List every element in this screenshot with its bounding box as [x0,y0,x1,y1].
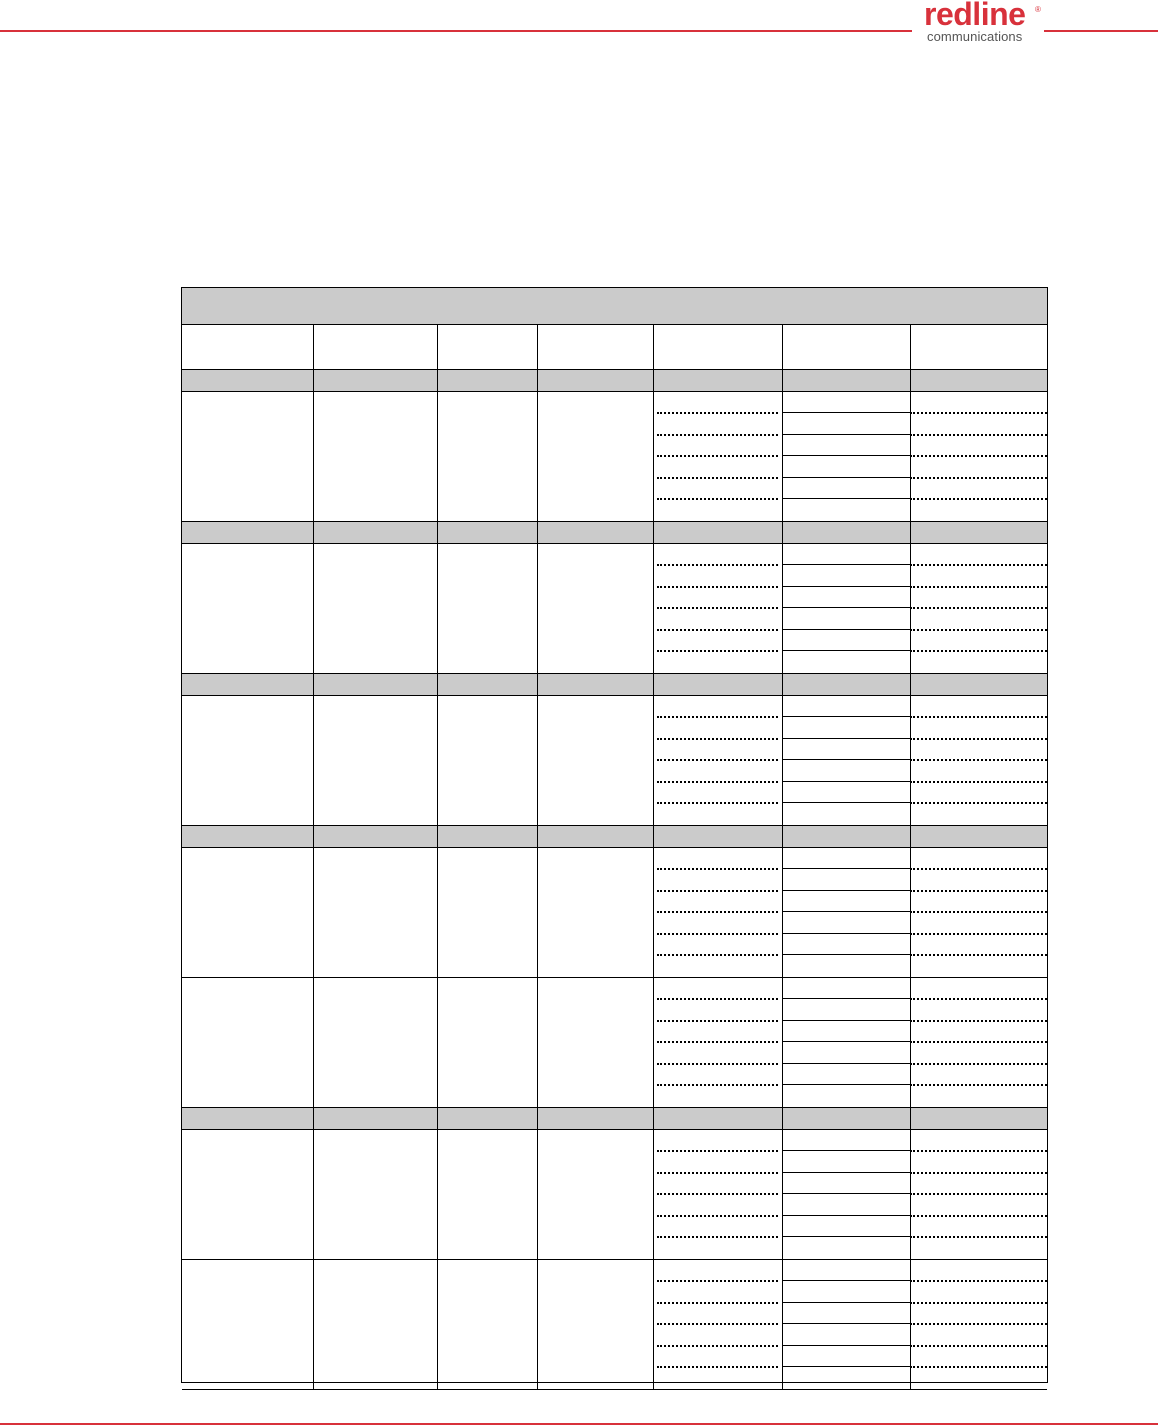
table-subrow-dotted-line [910,629,1047,631]
table-column-divider [537,325,538,1390]
logo-subtitle: communications [927,29,1023,44]
header-rule-right [1044,30,1158,32]
table-subrow-dotted-line [657,1020,778,1022]
table-subrow-dotted-line [910,412,1047,414]
table-group-divider [182,1259,1047,1260]
table-subrow-dotted-line [657,1345,778,1347]
table-subrow-line [782,890,910,891]
table-subrow-dotted-line [910,564,1047,566]
table-subrow-dotted-line [657,629,778,631]
table-title-bar [182,288,1047,325]
table-subrow-dotted-line [910,1020,1047,1022]
table-subrow-line [782,1150,910,1151]
table-subrow-dotted-line [910,911,1047,913]
table-subrow-dotted-line [910,781,1047,783]
header-rule-left [0,30,912,32]
table-subrow-dotted-line [910,1150,1047,1152]
table-subrow-dotted-line [910,1236,1047,1238]
table-subrow-dotted-line [910,1323,1047,1325]
table-column-divider [313,325,314,1390]
table-subrow-dotted-line [910,586,1047,588]
table-subrow-dotted-line [910,868,1047,870]
table-subrow-line [782,759,910,760]
table-subrow-dotted-line [910,1215,1047,1217]
table-subrow-line [782,933,910,934]
table-subrow-dotted-line [657,477,778,479]
table-column-divider [782,325,783,1390]
table-subrow-dotted-line [657,1172,778,1174]
table-section-band [182,370,1047,392]
table-subrow-dotted-line [910,1084,1047,1086]
table-subrow-line [782,1345,910,1346]
table-subrow-dotted-line [910,802,1047,804]
table-subrow-dotted-line [657,1041,778,1043]
table-subrow-dotted-line [910,1172,1047,1174]
table-subrow-dotted-line [657,890,778,892]
table-section-band [182,522,1047,544]
table-subrow-line [782,455,910,456]
table-subrow-line [782,1193,910,1194]
table-subrow-line [782,434,910,435]
table-subrow-line [782,1084,910,1085]
table-group-divider [182,977,1047,978]
table-subrow-dotted-line [910,1193,1047,1195]
table-subrow-dotted-line [657,781,778,783]
table-subrow-dotted-line [657,434,778,436]
table-subrow-line [782,1172,910,1173]
table-subrow-dotted-line [657,868,778,870]
table-subrow-dotted-line [657,412,778,414]
table-subrow-dotted-line [910,933,1047,935]
table-subrow-line [782,564,910,565]
table-subrow-line [782,1280,910,1281]
table-subrow-dotted-line [657,998,778,1000]
table-subrow-line [782,716,910,717]
table-column-divider [437,325,438,1390]
table-section-band [182,826,1047,848]
table-subrow-dotted-line [657,802,778,804]
table-subrow-dotted-line [910,1366,1047,1368]
table-group-divider [182,1107,1047,1108]
table-subrow-dotted-line [910,650,1047,652]
table-subrow-dotted-line [910,1345,1047,1347]
table-section-band [182,1108,1047,1130]
table-subrow-dotted-line [657,1150,778,1152]
table-group-divider [182,673,1047,674]
table-header-row [182,325,1047,370]
table-subrow-line [782,738,910,739]
table-subrow-line [782,954,910,955]
table-subrow-dotted-line [910,738,1047,740]
table-subrow-dotted-line [657,564,778,566]
table-group-divider [182,1389,1047,1390]
table-subrow-dotted-line [910,1041,1047,1043]
table-subrow-dotted-line [910,1063,1047,1065]
specification-table [181,287,1048,1383]
table-subrow-line [782,477,910,478]
table-subrow-dotted-line [657,455,778,457]
table-subrow-dotted-line [657,498,778,500]
table-subrow-dotted-line [657,1215,778,1217]
table-subrow-dotted-line [910,498,1047,500]
table-subrow-dotted-line [657,1063,778,1065]
table-subrow-dotted-line [657,911,778,913]
table-subrow-line [782,1020,910,1021]
table-subrow-line [782,998,910,999]
table-subrow-line [782,802,910,803]
table-subrow-line [782,498,910,499]
table-subrow-dotted-line [657,586,778,588]
table-subrow-line [782,412,910,413]
table-subrow-dotted-line [910,1302,1047,1304]
logo-wordmark: redline [924,0,1026,32]
table-subrow-dotted-line [657,1323,778,1325]
logo-registered-mark: ® [1035,5,1041,14]
table-column-divider [653,325,654,1390]
table-subrow-dotted-line [657,1302,778,1304]
table-subrow-dotted-line [657,650,778,652]
table-subrow-dotted-line [657,1084,778,1086]
table-group-divider [182,825,1047,826]
table-group-divider [182,521,1047,522]
table-subrow-dotted-line [657,716,778,718]
table-subrow-dotted-line [910,759,1047,761]
table-subrow-line [782,1366,910,1367]
table-subrow-line [782,1215,910,1216]
table-subrow-line [782,781,910,782]
table-subrow-dotted-line [657,933,778,935]
table-subrow-line [782,650,910,651]
table-subrow-dotted-line [910,716,1047,718]
table-subrow-dotted-line [657,1193,778,1195]
table-subrow-dotted-line [910,607,1047,609]
table-subrow-dotted-line [910,1280,1047,1282]
table-subrow-line [782,1041,910,1042]
footer-rule [0,1423,1158,1425]
redline-logo [920,0,1044,48]
table-subrow-dotted-line [657,1280,778,1282]
table-subrow-line [782,586,910,587]
table-subrow-dotted-line [657,1366,778,1368]
table-subrow-line [782,868,910,869]
table-subrow-dotted-line [910,477,1047,479]
table-subrow-line [782,911,910,912]
table-subrow-dotted-line [910,434,1047,436]
table-subrow-dotted-line [910,890,1047,892]
table-subrow-line [782,1323,910,1324]
table-subrow-dotted-line [657,759,778,761]
table-subrow-dotted-line [657,738,778,740]
table-column-divider [910,325,911,1390]
table-subrow-line [782,1236,910,1237]
table-subrow-dotted-line [657,607,778,609]
table-subrow-dotted-line [910,998,1047,1000]
table-subrow-dotted-line [657,954,778,956]
table-subrow-line [782,1063,910,1064]
table-subrow-dotted-line [657,1236,778,1238]
table-subrow-dotted-line [910,954,1047,956]
table-section-band [182,674,1047,696]
table-subrow-line [782,1302,910,1303]
table-subrow-line [782,629,910,630]
table-subrow-line [782,607,910,608]
table-subrow-dotted-line [910,455,1047,457]
